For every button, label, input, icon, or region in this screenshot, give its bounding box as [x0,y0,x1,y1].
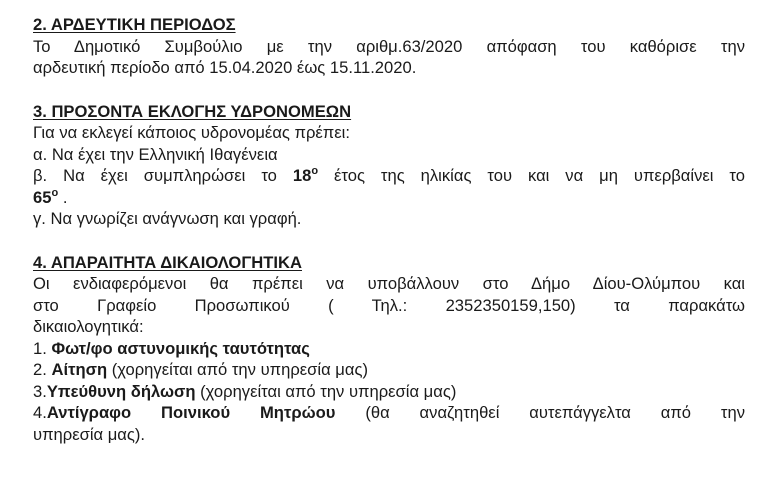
paragraph-line: Για να εκλεγεί κάποιος υδρονομέας πρέπει: [33,123,350,142]
paragraph-line: αρδευτική περίοδο από 15.04.2020 έως 15.11.2020. [33,58,417,77]
section-irrigation-period [33,14,745,79]
document-item [33,402,745,424]
list-item-text: β. Να έχει συμπληρώσει το [33,166,277,185]
ordinal-superscript: ο [311,165,319,177]
paragraph-line: δικαιολογητικά: [33,317,144,336]
document-note: (χορηγείται από την υπηρεσία μας) [200,381,457,401]
item-number: 4. [33,403,47,422]
section-heading: 3. ΠΡΟΣΟΝΤΑ ΕΚΛΟΓΗΣ ΥΔΡΟΝΟΜΕΩΝ [33,101,352,121]
item-number: 1. [33,338,47,358]
document-note: (χορηγείται από την υπηρεσία μας) [111,360,368,379]
item-number: 3. [33,381,47,401]
section-heading: 2. ΑΡΔΕΥΤΙΚΗ ΠΕΡΙΟΔΟΣ [33,15,236,34]
list-item [33,165,745,187]
paragraph-line: στο Γραφείο Προσωπικού ( Τηλ.: 2352350159,150) τα παρακάτω [33,295,745,315]
list-item-text: . [62,187,68,207]
document-name: Αίτηση [51,360,108,379]
item-number: 2. [33,360,47,379]
list-item-continuation [33,187,745,209]
document-item [33,359,745,381]
ordinal-superscript: ο [51,186,59,199]
list-item-text: έτος της ηλικίας του και να μη υπερβαίνει το [334,166,745,185]
document-name: Φωτ/φο αστυνομικής ταυτότητας [51,338,310,358]
age-minimum: $18^o$ [292,165,319,185]
document-item [33,338,745,360]
paragraph-line: Το Δημοτικό Συμβούλιο με την αριθμ.63/2020 απόφαση του καθόρισε την [33,36,745,56]
section-warden-qualifications [33,101,745,230]
list-item: α. Να έχει την Ελληνική Ιθαγένεια [33,144,278,164]
document-note: (θα αναζητηθεί αυτεπάγγελτα από την [365,403,746,422]
list-item: γ. Να γνωρίζει ανάγνωση και γραφή. [33,209,302,228]
document-item-continuation: υπηρεσία μας). [33,424,146,444]
paragraph-line: Οι ενδιαφερόμενοι θα πρέπει να υποβάλλουν στο Δήμο Δίου-Ολύμπου και [33,274,745,293]
document-name: Αντίγραφο Ποινικού Μητρώου [46,403,336,422]
section-heading: 4. ΑΠΑΡΑΙΤΗΤΑ ΔΙΚΑΙΟΛΟΓΗΤΙΚΑ [33,252,302,272]
document-page [33,14,745,445]
section-required-documents [33,252,745,446]
document-name: Υπεύθυνη δήλωση [46,381,196,401]
document-item [33,381,745,403]
age-maximum: $65^o$ [33,186,59,207]
